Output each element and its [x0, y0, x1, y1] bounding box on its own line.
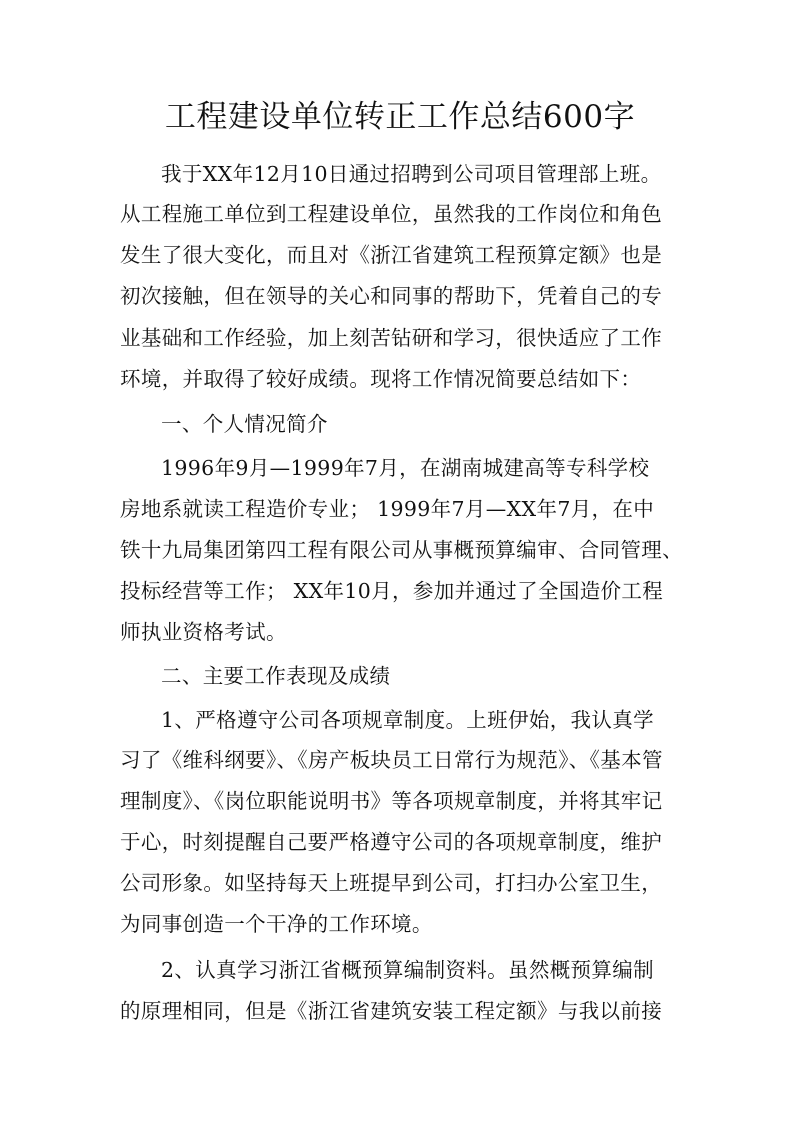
- paragraph-line: 铁十九局集团第四工程有限公司从事概预算编审、合同管理、: [120, 538, 683, 562]
- paragraph-line: 公司形象。如坚持每天上班提早到公司，打扫办公室卫生，: [120, 871, 663, 895]
- paragraph-line: 1、严格遵守公司各项规章制度。上班伊始，我认真学: [161, 708, 654, 732]
- paragraph-line: 师执业资格考试。: [120, 620, 287, 644]
- paragraph-line: 发生了很大变化，而且对《浙江省建筑工程预算定额》也是: [120, 243, 663, 267]
- paragraph-line: 环境，并取得了较好成绩。现将工作情况简要总结如下：: [120, 367, 642, 391]
- section-heading: 一、个人情况简介: [161, 412, 328, 436]
- paragraph-line: 业基础和工作经验，加上刻苦钻研和学习，很快适应了工作: [120, 326, 663, 350]
- paragraph-line: 房地系就读工程造价专业； 1999年7月—XX年7月，在中: [120, 497, 655, 521]
- paragraph-line: 为同事创造一个干净的工作环境。: [120, 912, 433, 936]
- paragraph-line: 我于XX年12月10日通过招聘到公司项目管理部上班。: [161, 162, 662, 186]
- paragraph-line: 投标经营等工作； XX年10月，参加并通过了全国造价工程: [120, 579, 664, 603]
- paragraph-line: 2、认真学习浙江省概预算编制资料。虽然概预算编制: [161, 958, 654, 982]
- paragraph-line: 习了《维科纲要》、《房产板块员工日常行为规范》、《基本管: [120, 748, 663, 772]
- paragraph-line: 初次接触，但在领导的关心和同事的帮助下，凭着自己的专: [120, 284, 663, 308]
- paragraph-line: 1996年9月—1999年7月，在湖南城建高等专科学校: [161, 456, 650, 480]
- document-title: 工程建设单位转正工作总结600字: [164, 99, 636, 135]
- paragraph-line: 的原理相同，但是《浙江省建筑安装工程定额》与我以前接: [120, 999, 663, 1023]
- paragraph-line: 理制度》、《岗位职能说明书》等各项规章制度，并将其牢记: [120, 789, 663, 813]
- section-heading: 二、主要工作表现及成绩: [161, 664, 391, 688]
- paragraph-line: 于心，时刻提醒自己要严格遵守公司的各项规章制度，维护: [120, 830, 663, 854]
- paragraph-line: 从工程施工单位到工程建设单位，虽然我的工作岗位和角色: [120, 202, 663, 226]
